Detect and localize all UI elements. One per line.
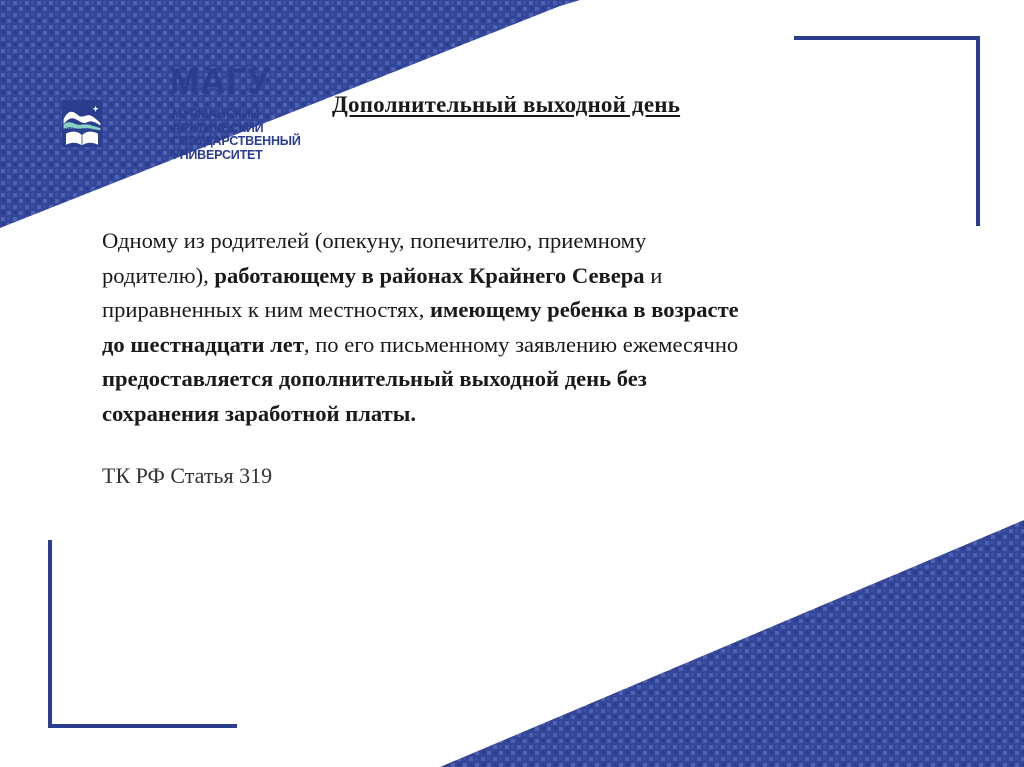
slide-title: Дополнительный выходной день <box>332 92 681 117</box>
bottom-right-pattern <box>440 520 1024 767</box>
logo-name: МАГУ <box>170 62 271 101</box>
law-citation: ТК РФ Статья 319 <box>102 463 273 488</box>
body-line <box>102 293 942 328</box>
logo-subtitle-line: МУРМАНСКИЙ <box>172 107 260 121</box>
body-paragraph <box>102 224 942 432</box>
logo-subtitle <box>172 108 301 162</box>
body-bold-segment: предоставляется дополнительный выходной день без <box>102 366 647 392</box>
body-bold-segment: работающему в районах Крайнего Севера <box>214 262 645 288</box>
body-bold-segment: имеющему ребенка в возрасте <box>430 297 739 323</box>
body-text-segment: , по его письменному заявлению ежемесячно <box>303 331 739 357</box>
logo-subtitle-line: УНИВЕРСИТЕТ <box>172 147 263 162</box>
aurora-book-logo-icon <box>62 64 162 184</box>
body-bold-segment: до шестнадцати лет <box>102 331 304 357</box>
body-line <box>102 328 942 363</box>
body-text-segment: Одному из родителей (опекуну, попечителю, приемному <box>102 228 647 253</box>
body-text-segment: приравненных к ним местностях, <box>102 297 430 323</box>
body-line <box>102 224 942 259</box>
logo-subtitle-line: ГОСУДАРСТВЕННЫЙ <box>172 134 301 148</box>
body-text-segment: родителю), <box>102 262 215 288</box>
body-text-segment: и <box>644 262 663 288</box>
body-line <box>102 397 942 432</box>
body-bold-segment: сохранения заработной платы. <box>102 400 416 426</box>
body-line <box>102 259 942 294</box>
logo-subtitle-line: АРКТИЧЕСКИЙ <box>172 120 264 135</box>
body-line <box>102 362 942 397</box>
